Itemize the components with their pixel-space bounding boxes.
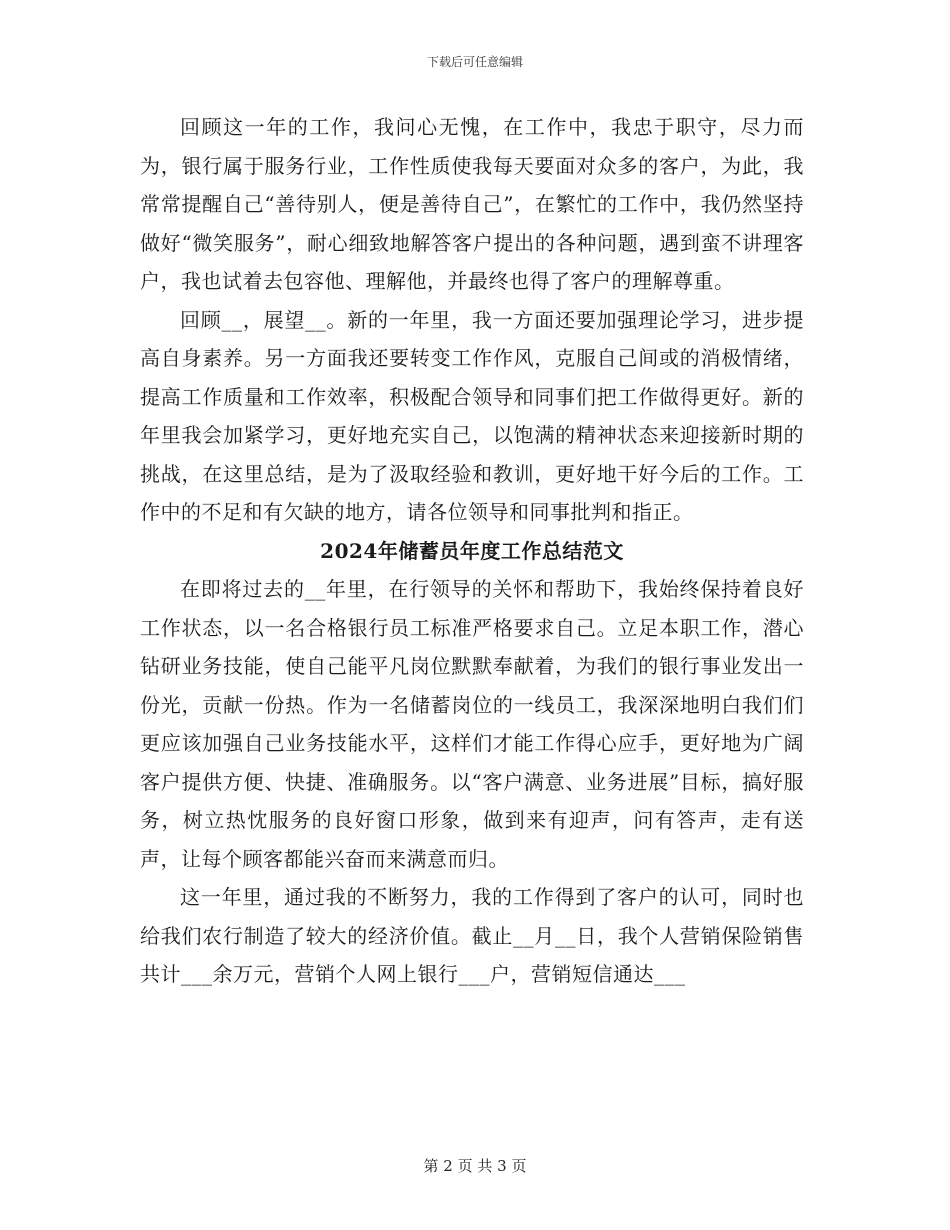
section-title: 2024年储蓄员年度工作总结范文 [320,538,624,563]
page-number: 第 2 页 共 3 页 [423,1157,527,1175]
paragraph-achievements: 这一年里，通过我的不断努力，我的工作得到了客户的认可，同时也给我们农行制造了较大的经济价值。截止__月__日，我个人营销保险销售共计___余万元，营销个人网上银行___户，营销短信通达___ [140,885,804,986]
paragraph-intro: 在即将过去的__年里，在行领导的关怀和帮助下，我始终保持着良好工作状态，以一名合格银行员工标准严格要求自己。立足本职工作，潜心钻研业务技能，使自己能平凡岗位默默奉献着，为我们的银行事业发出一份光，贡献一份热。作为一名储蓄岗位的一线员工，我深深地明白我们们更应该加强自己业务技能水平，这样们才能工作得心应手，更好地为广阔客户提供方便、快捷、准确服务。以“客户满意、业务进展”目标，搞好服务，树立热忱服务的良好窗口形象，做到来有迎声，问有答声，走有送声，让每个顾客都能兴奋而来满意而归。 [140,577,804,871]
paragraph-review: 回顾这一年的工作，我问心无愧，在工作中，我忠于职守，尽力而为，银行属于服务行业，工作性质使我每天要面对众多的客户，为此，我常常提醒自己“善待别人，便是善待自己”，在繁忙的工作中，我仍然坚持做好“微笑服务”，耐心细致地解答客户提出的各种问题，遇到蛮不讲理客户，我也试着去包容他、理解他，并最终也得了客户的理解尊重。 [140,115,804,293]
paragraph-outlook: 回顾__，展望__。新的一年里，我一方面还要加强理论学习，进步提高自身素养。另一方面我还要转变工作作风，克服自己间或的消极情绪，提高工作质量和工作效率，积极配合领导和同事们把工作做得更好。新的年里我会加紧学习，更好地充实自己，以饱满的精神状态来迎接新时期的挑战，在这里总结，是为了汲取经验和教训，更好地干好今后的工作。工作中的不足和有欠缺的地方，请各位领导和同事批判和指正。 [140,307,804,524]
header-note: 下载后可任意编辑 [426,55,523,69]
document-body [140,108,804,994]
